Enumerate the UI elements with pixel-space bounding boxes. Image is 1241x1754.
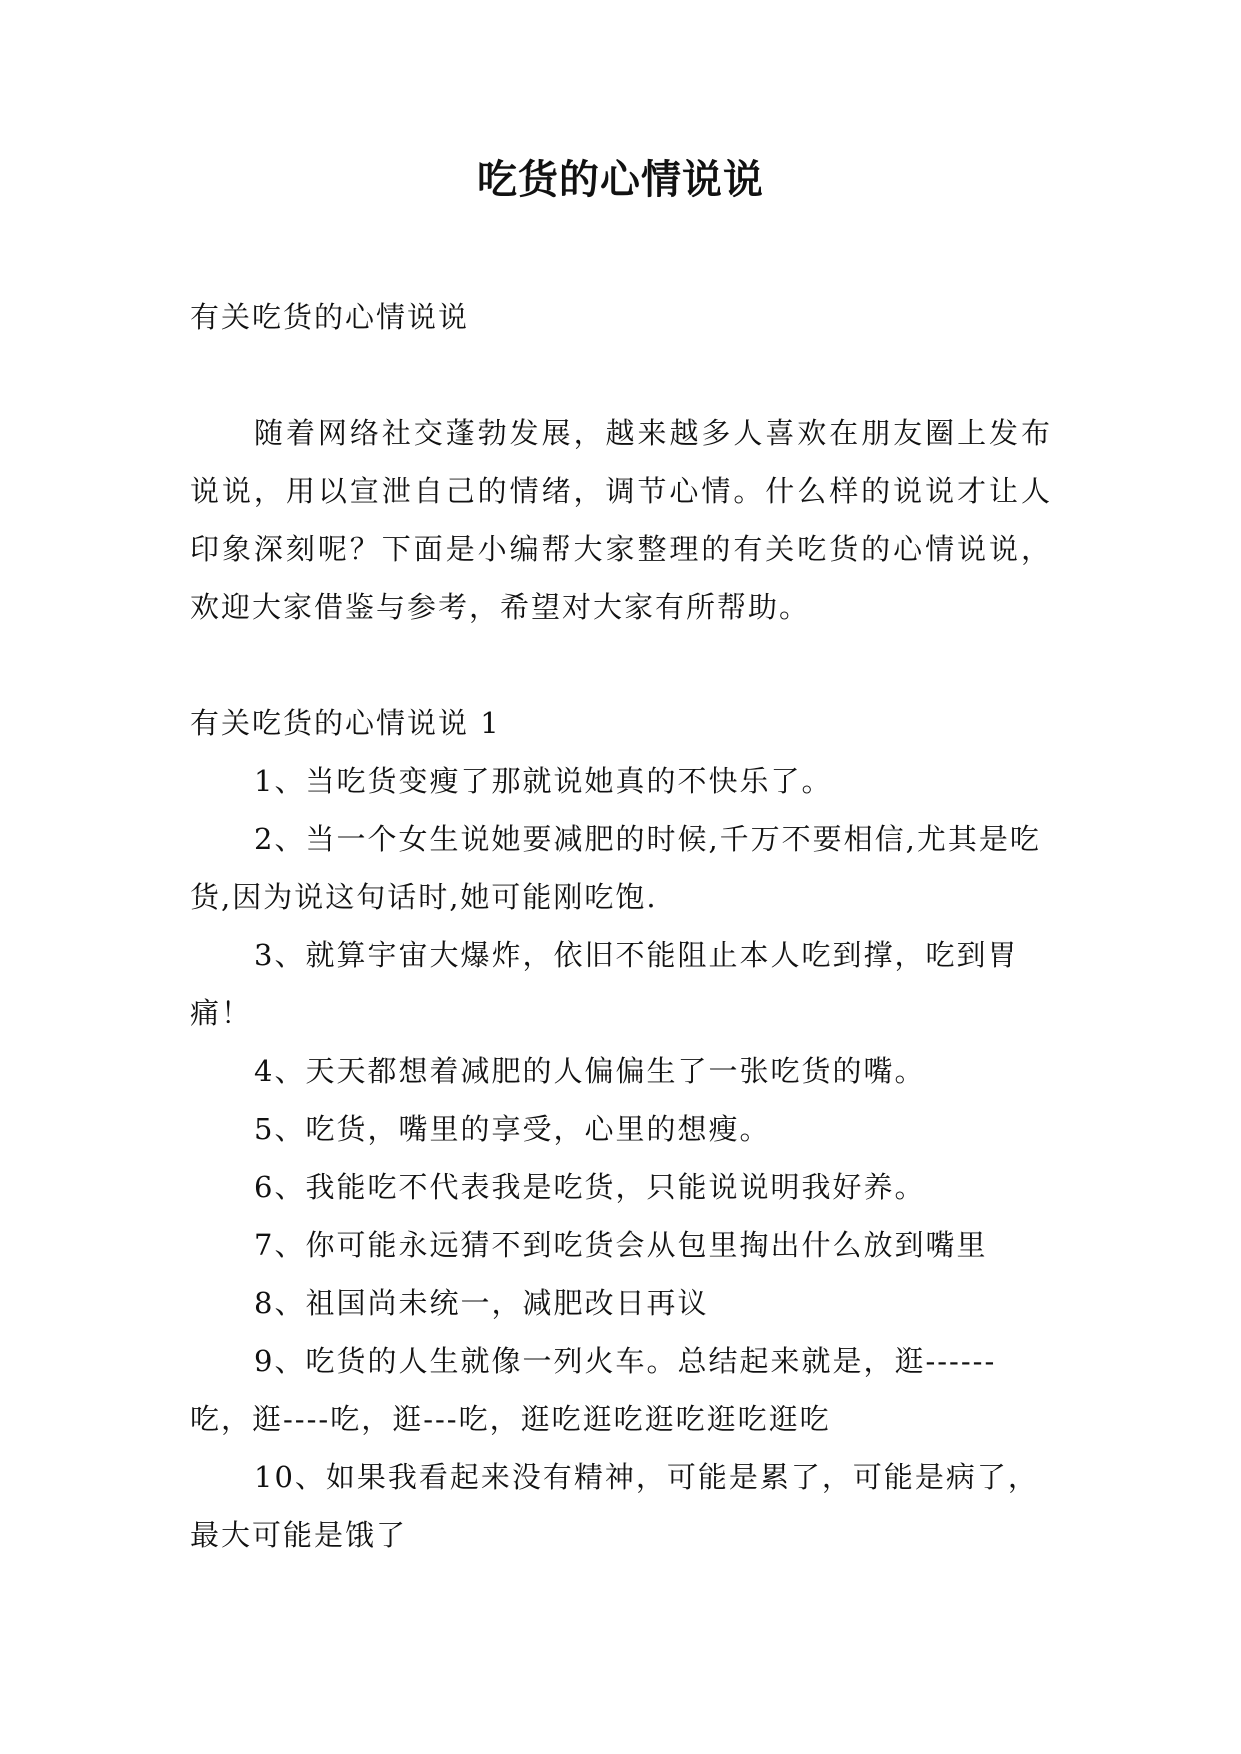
document-title: 吃货的心情说说 (477, 156, 764, 203)
list-item-2: 2、当一个女生说她要减肥的时候,千万不要相信,尤其是吃货,因为说这句话时,她可能刚吃饱. (190, 822, 1041, 914)
list-item-1: 1、当吃货变瘦了那就说她真的不快乐了。 (254, 764, 833, 798)
document-subtitle: 有关吃货的心情说说 (190, 300, 470, 334)
list-item-6: 6、我能吃不代表我是吃货，只能说说明我好养。 (254, 1170, 926, 1204)
list-item-3: 3、就算宇宙大爆炸，依旧不能阻止本人吃到撑，吃到胃痛！ (190, 938, 1019, 1030)
intro-paragraph: 随着网络社交蓬勃发展，越来越多人喜欢在朋友圈上发布说说，用以宣泄自己的情绪，调节心情。什么样的说说才让人印象深刻呢？下面是小编帮大家整理的有关吃货的心情说说，欢迎大家借鉴与参考，希望对大家有所帮助。 (190, 416, 1052, 624)
section-heading: 有关吃货的心情说说 1 (190, 706, 501, 740)
list-item-10: 10、如果我看起来没有精神，可能是累了，可能是病了，最大可能是饿了 (190, 1460, 1039, 1552)
list-item-7: 7、你可能永远猜不到吃货会从包里掏出什么放到嘴里 (254, 1228, 988, 1262)
list-item-8: 8、祖国尚未统一，减肥改日再议 (254, 1286, 709, 1320)
list-item-5: 5、吃货，嘴里的享受，心里的想瘦。 (254, 1112, 771, 1146)
document-body (190, 288, 1052, 1564)
list-item-9: 9、吃货的人生就像一列火车。总结起来就是，逛------吃，逛----吃，逛---吃，逛吃逛吃逛吃逛吃逛吃 (190, 1344, 997, 1436)
list-item-4: 4、天天都想着减肥的人偏偏生了一张吃货的嘴。 (254, 1054, 926, 1088)
